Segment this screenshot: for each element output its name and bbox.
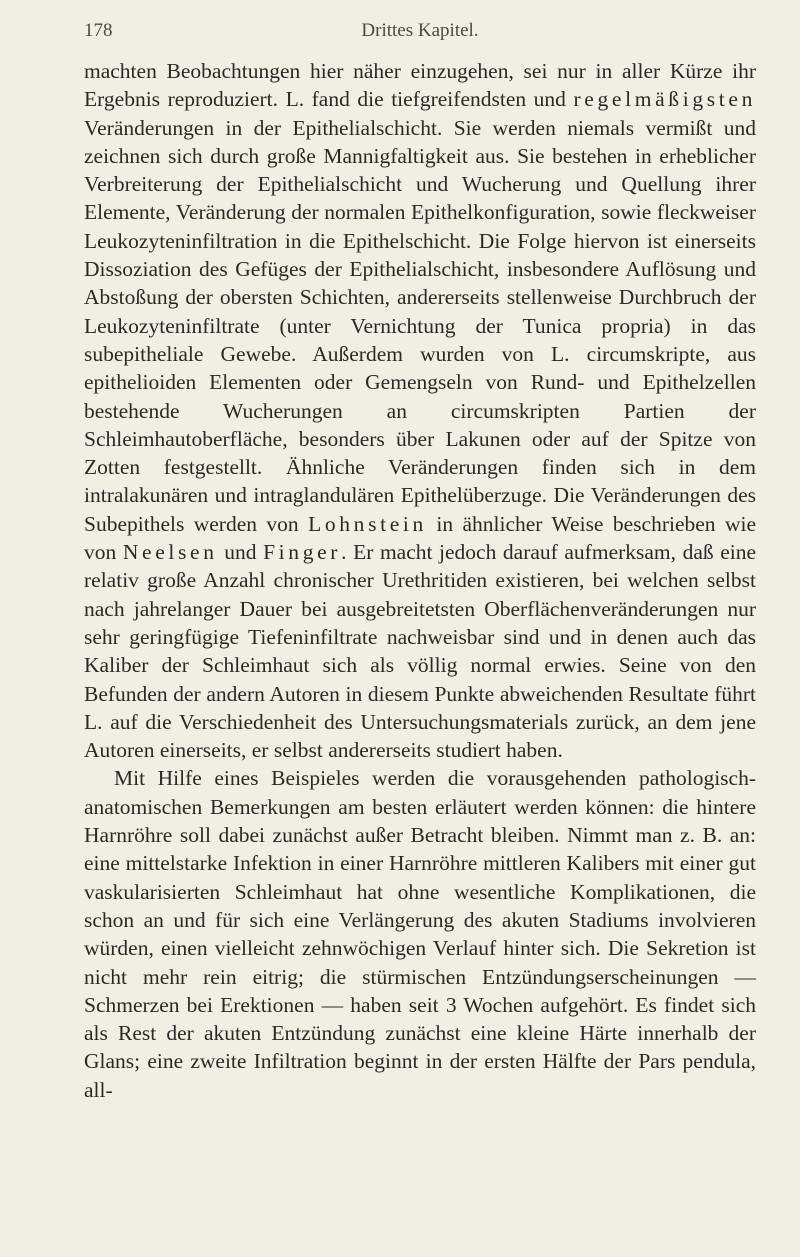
text-segment: in ähnlicher Weise beschrieben wie von [84,511,756,565]
author-name-finger: Finger [263,540,342,565]
paragraph-2 [84,764,756,1104]
paragraph-1 [84,57,756,764]
text-segment: . Er macht jedoch darauf aufmerksam, daß eine relativ große Anzahl chronischer Urethritiden existieren, bei welchen selbst nach jahrelanger Dauer bei ausgebreitetsten Oberflächenveränderungen nur sehr geringfügige Tiefeninfiltrate nachweisbar sind und in denen auch das Kaliber der Schleimhaut sich als völlig normal erwies. Seine von den Befunden der andern Autoren in diesem Punkte abweichenden Resultate führt L. auf die Verschiedenheit des Untersuchungsmaterials zurück, an dem jene Autoren einerseits, er selbst andererseits studiert haben. [84,540,757,763]
running-head: Drittes Kapitel. [361,20,479,41]
page-number: 178 [84,20,113,41]
text-segment: Mit Hilfe eines Beispieles werden die vorausgehenden pathologisch-anatomischen Bemerkungen am besten erläutert werden können: die hintere Harnröhre soll dabei zunächst außer Betracht bleiben. Nimmt man z. B. an: eine mittelstarke Infektion in einer Harnröhre mittleren Kalibers mit einer gut vaskularisierten Schleimhaut hat ohne wesentliche Komplikationen, die schon an und für sich eine Verlängerung des akuten Stadiums involvieren würden, einen vielleicht zehnwöchigen Verlauf hinter sich. Die Sekretion ist nicht mehr rein eitrig; die stürmischen Entzündungserscheinungen — Schmerzen bei Erektionen — haben seit 3 Wochen aufgehört. Es findet sich als Rest der akuten Entzündung zunächst eine kleine Härte innerhalb der Glans; eine zweite Infiltration beginnt in der ersten Hälfte der Pars pendula, all- [84,766,756,1102]
body-text [84,57,756,1104]
author-name-lohnstein: Lohnstein [308,511,427,536]
text-segment: machten Beobachtungen hier näher einzugehen, sei nur in aller Kürze ihr Ergebnis reproduziert. L. fand die tiefgreifendsten und [84,59,756,112]
emphasized-term: regelmäßigsten [573,87,756,112]
text-segment: Veränderungen in der Epithelialschicht. Sie werden niemals vermißt und zeichnen sich durch große Mannigfaltigkeit aus. Sie bestehen in erheblicher Verbreiterung der Epithelialschicht und Wucherung und Quellung ihrer Elemente, Veränderung der normalen Epithelkonfiguration, sowie fleckweiser Leukozyteninfiltration in die Epithelschicht. Die Folge hiervon ist einerseits Dissoziation des Gefüges der Epithelialschicht, insbesondere Auflösung und Abstoßung der obersten Schichten, andererseits stellenweise Durchbruch der Leukozyteninfiltrate (unter Vernichtung der Tunica propria) in das subepitheliale Gewebe. Außerdem wurden von L. circumskripte, aus epithelioiden Elementen oder Gemengseln von Rund- und Epithelzellen bestehende Wucherungen an circumskripten Partien der Schleimhautoberfläche, besonders über Lakunen oder auf der Spitze von Zotten festgestellt. Ähnliche Veränderungen finden sich in dem intralakunären und intraglandulären Epithelüberzuge. Die Veränderungen des Subepithels werden von [84,115,756,536]
author-name-neelsen: Neelsen [122,540,218,565]
page-header [84,20,756,50]
text-segment: und [217,540,264,565]
